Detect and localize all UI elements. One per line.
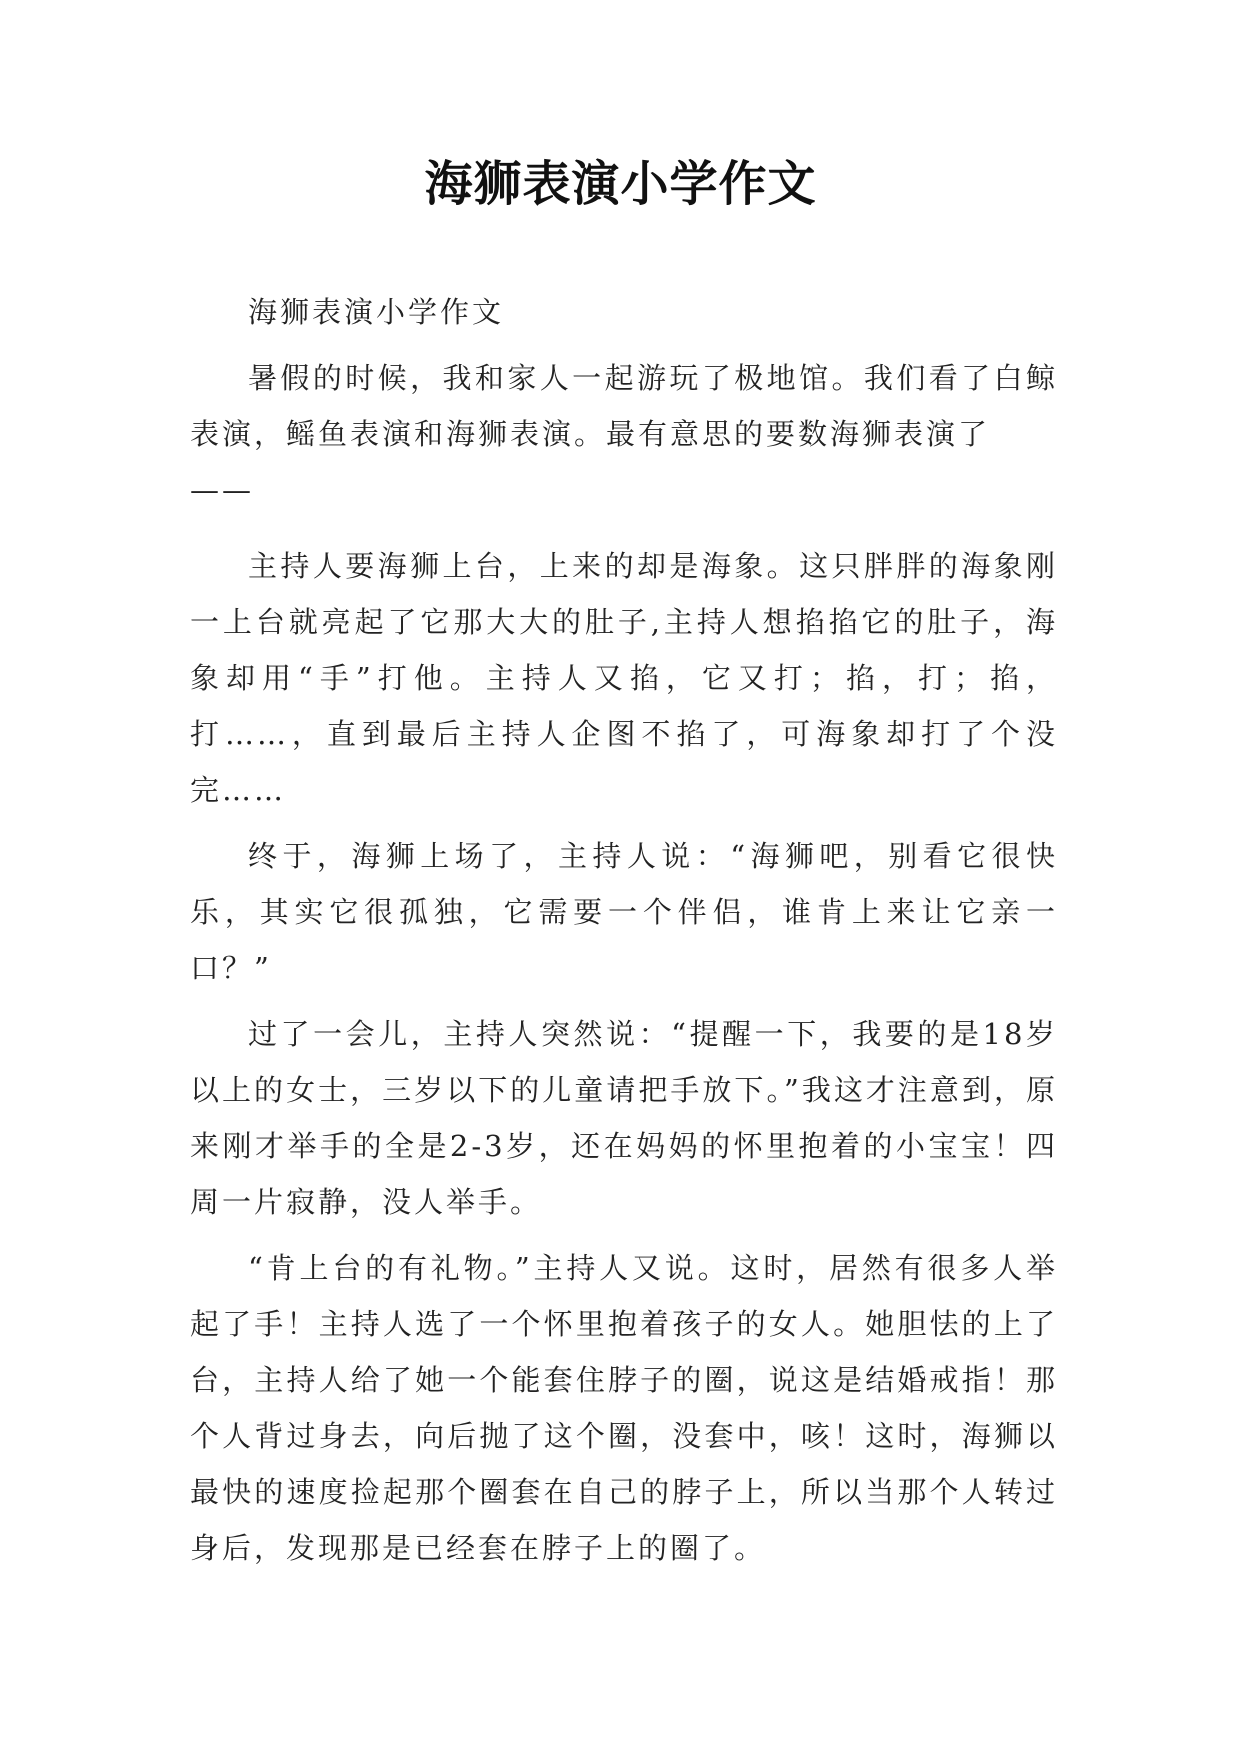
paragraph-subtitle: 海狮表演小学作文 xyxy=(248,295,505,329)
paragraph-sealion-entry: 终于，海狮上场了，主持人说：“海狮吧，别看它很快乐，其实它很孤独，它需要一个伴侣，谁肯上来让它亲一口？” xyxy=(190,839,1058,985)
document-body xyxy=(190,284,1058,1586)
paragraph-walrus: 主持人要海狮上台，上来的却是海象。这只胖胖的海象刚一上台就亮起了它那大大的肚子,主持人想掐掐它的肚子，海象却用“手”打他。主持人又掐，它又打；掐，打；掐，打……，直到最后主持人企图不掐了，可海象却打了个没完…… xyxy=(190,549,1058,807)
paragraph-host-reminder: 过了一会儿，主持人突然说：“提醒一下，我要的是18岁以上的女士，三岁以下的儿童请把手放下。”我这才注意到，原来刚才举手的全是2-3岁，还在妈妈的怀里抱着的小宝宝！四周一片寂静，没人举手。 xyxy=(190,1017,1058,1219)
document-title: 海狮表演小学作文 xyxy=(424,156,817,212)
paragraph-ring-toss: “肯上台的有礼物。”主持人又说。这时，居然有很多人举起了手！主持人选了一个怀里抱着孩子的女人。她胆怯的上了台，主持人给了她一个能套住脖子的圈，说这是结婚戒指！那个人背过身去，向后抛了这个圈，没套中，咳！这时，海狮以最快的速度捡起那个圈套在自己的脖子上，所以当那个人转过身后，发现那是已经套在脖子上的圈了。 xyxy=(190,1251,1058,1565)
paragraph-dash: —— xyxy=(190,473,254,507)
paragraph-intro: 暑假的时候，我和家人一起游玩了极地馆。我们看了白鲸表演，鳐鱼表演和海狮表演。最有意思的要数海狮表演了 xyxy=(190,361,1058,451)
